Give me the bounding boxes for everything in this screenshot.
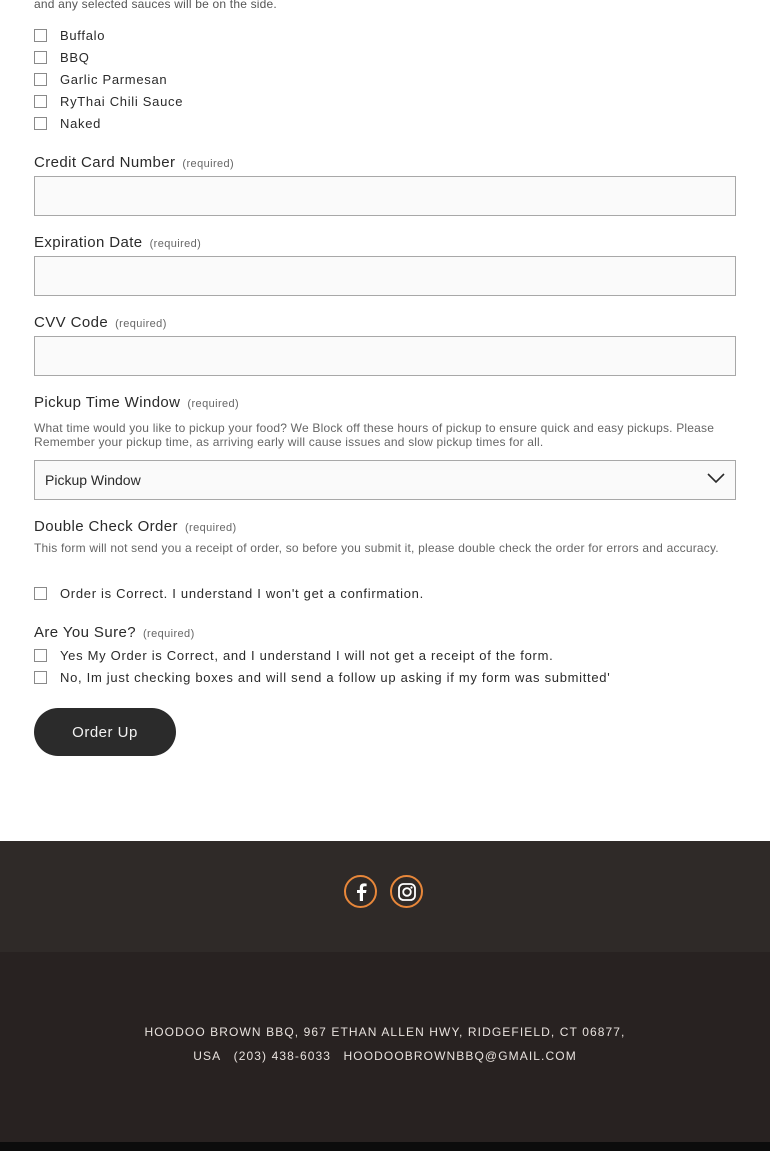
pickup-window-description: What time would you like to pickup your food? We Block off these hours of pickup to ensure quick and easy pickups. Please Remember your pickup time, as arriving early will cause issues and slow pickup times for all. — [34, 421, 715, 449]
required-tag: (required) — [182, 158, 235, 170]
bottom-bar — [0, 1142, 770, 1151]
sauce-option-naked[interactable] — [34, 115, 101, 131]
sauce-intro-text: and any selected sauces will be on the side. — [34, 0, 277, 11]
footer-phone[interactable]: (203) 438-6033 — [233, 1049, 332, 1063]
cvv-input[interactable] — [34, 336, 736, 376]
cvv-label — [34, 314, 167, 331]
footer-contact-line — [0, 1049, 770, 1063]
are-you-sure-yes-label: Yes My Order is Correct, and I understand I will not get a receipt of the form. — [60, 647, 554, 663]
checkbox[interactable] — [34, 73, 47, 86]
checkbox[interactable] — [34, 29, 47, 42]
sauce-label: Garlic Parmesan — [60, 71, 168, 87]
credit-card-label — [34, 154, 234, 171]
sauce-option-rythai-chili[interactable] — [34, 93, 183, 109]
checkbox[interactable] — [34, 649, 47, 662]
sauce-option-garlic-parmesan[interactable] — [34, 71, 167, 87]
order-correct-label: Order is Correct. I understand I won't get a confirmation. — [60, 585, 424, 601]
are-you-sure-no-option[interactable] — [34, 669, 610, 685]
footer-social-bar — [0, 841, 770, 952]
expiration-date-input[interactable] — [34, 256, 736, 296]
required-tag: (required) — [142, 628, 195, 640]
order-correct-option[interactable] — [34, 585, 424, 601]
sauce-label: Naked — [60, 115, 102, 131]
double-check-label — [34, 518, 237, 535]
double-check-description: This form will not send you a receipt of order, so before you submit it, please double check the order for errors and accuracy. — [34, 541, 719, 555]
checkbox[interactable] — [34, 117, 47, 130]
footer-contact — [0, 952, 770, 1142]
sauce-label: Buffalo — [60, 27, 106, 43]
credit-card-input[interactable] — [34, 176, 736, 216]
facebook-icon[interactable] — [344, 875, 377, 908]
footer-address: HOODOO BROWN BBQ, 967 ETHAN ALLEN HWY, RIDGEFIELD, CT 06877, — [144, 1025, 626, 1039]
footer-country: USA — [193, 1049, 222, 1063]
sauce-label: RyThai Chili Sauce — [60, 93, 184, 109]
pickup-window-label — [34, 394, 239, 411]
expiration-date-label-text: Expiration Date — [34, 234, 143, 251]
are-you-sure-no-label: No, Im just checking boxes and will send a follow up asking if my form was submitted' — [60, 669, 611, 685]
cvv-label-text: CVV Code — [34, 314, 109, 331]
sauce-option-buffalo[interactable] — [34, 27, 105, 43]
required-tag: (required) — [184, 522, 237, 534]
are-you-sure-yes-option[interactable] — [34, 647, 553, 663]
are-you-sure-label-text: Are You Sure? — [34, 624, 136, 641]
double-check-label-text: Double Check Order — [34, 518, 178, 535]
checkbox[interactable] — [34, 587, 47, 600]
expiration-date-label — [34, 234, 201, 251]
pickup-window-selected: Pickup Window — [45, 472, 141, 488]
pickup-window-label-text: Pickup Time Window — [34, 394, 181, 411]
required-tag: (required) — [115, 318, 167, 330]
credit-card-label-text: Credit Card Number — [34, 154, 176, 171]
checkbox[interactable] — [34, 671, 47, 684]
sauce-label: BBQ — [60, 49, 90, 65]
checkbox[interactable] — [34, 51, 47, 64]
sauce-option-bbq[interactable] — [34, 49, 90, 65]
checkbox[interactable] — [34, 95, 47, 108]
footer-email[interactable]: HOODOOBROWNBBQ@GMAIL.COM — [343, 1049, 577, 1063]
order-up-button[interactable]: Order Up — [34, 708, 176, 756]
instagram-icon[interactable] — [390, 875, 423, 908]
pickup-window-select[interactable] — [34, 460, 736, 500]
are-you-sure-label — [34, 624, 195, 641]
chevron-down-icon — [707, 471, 725, 489]
required-tag: (required) — [149, 238, 202, 250]
required-tag: (required) — [187, 398, 240, 410]
